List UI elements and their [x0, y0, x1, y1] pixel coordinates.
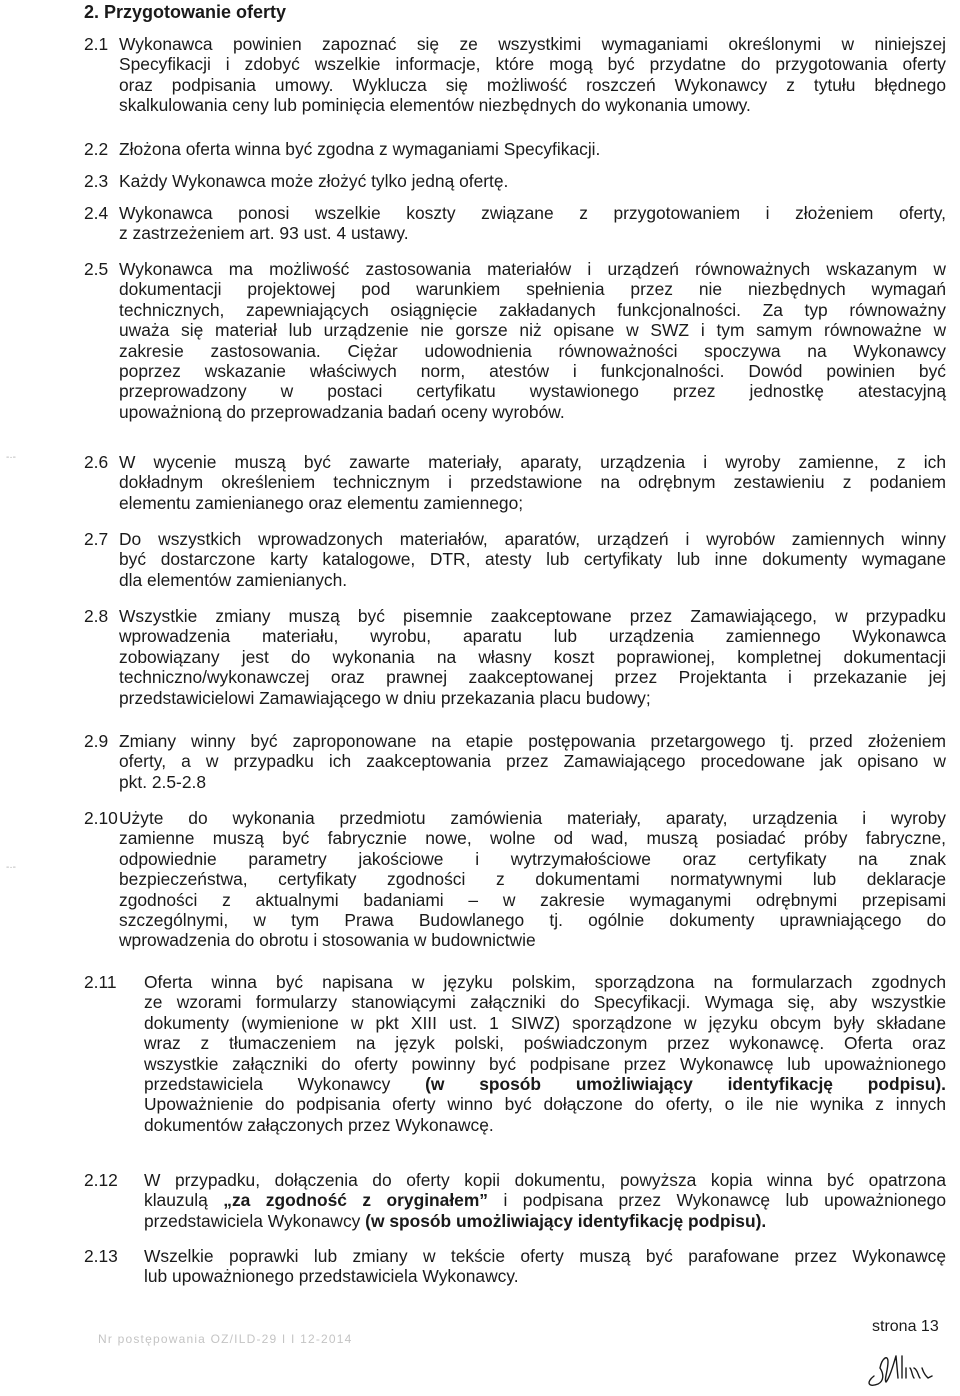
text-segment: przedstawiciela Wykonawcy — [144, 1210, 366, 1231]
text-line: zamienne muszą być fabrycznie nowe, wolne od wad, muszą posiadać próby fabryczne, — [119, 828, 946, 849]
text-line: upoważnioną do przeprowadzania badań oceny wyrobów. — [119, 401, 565, 422]
text-line: przeprowadzony w postaci certyfikatu wystawionego przez jednostkę atestacyjną — [119, 381, 946, 402]
text-line: Wszystkie zmiany muszą być pisemnie zaakceptowane przez Zamawiającego, w przypadku — [119, 606, 946, 626]
text-line: wszystkie załączniki do oferty powinny być podpisane przez Wykonawcę lub upoważnionego — [144, 1053, 946, 1074]
text-segment: i podpisana przez Wykonawcę lub upoważnionego — [488, 1190, 947, 1211]
item-text — [119, 731, 946, 792]
text-line: Wykonawca ma możliwość zastosowania materiałów i urządzeń równoważnych wskazanym w — [119, 259, 946, 279]
item-number: 2.13 — [84, 1246, 118, 1266]
text-line: W wycenie muszą być zawarte materiały, aparaty, urządzenia i wyroby zamienne, z ich — [119, 452, 946, 472]
text-line: Specyfikacji i zdobyć wszelkie informacje, które mogą być przydatne do przygotowania oferty — [119, 54, 946, 75]
text-line: Oferta winna być napisana w języku polskim, sporządzona na formularzach zgodnych — [144, 972, 946, 992]
text-line: poprzez wskazanie właściwych norm, atestów i funkcjonalności. Dowód powinien być — [119, 361, 946, 382]
text-line: dla elementów zamienianych. — [119, 569, 348, 590]
text-line: Użyte do wykonania przedmiotu zamówienia materiały, aparaty, urządzenia i wyroby — [119, 808, 946, 828]
text-line: oraz podpisania umowy. Wyklucza się możliwość roszczeń Wykonawcy z tytułu błędnego — [119, 74, 946, 95]
text-line: wprowadzenia materiału, wyrobu, aparatu lub urządzenia zamiennego Wykonawca — [119, 626, 946, 647]
item-number: 2.10 — [84, 808, 118, 828]
text-segment: przedstawiciela Wykonawcy — [144, 1074, 391, 1095]
item-text — [119, 34, 946, 116]
text-line: Wszelkie poprawki lub zmiany w tekście oferty muszą być parafowane przez Wykonawcę — [144, 1246, 946, 1266]
text-line: ze wzorami formularzy stanowiącymi załączniki do Specyfikacji. Wymaga się, aby wszystkie — [144, 992, 946, 1013]
page-number: strona 13 — [872, 1318, 939, 1335]
item-text — [144, 1170, 946, 1231]
bold-text: „za zgodność z oryginałem” — [223, 1190, 489, 1211]
text-line: dokumentacji projektowej pod warunkiem spełnienia przez nie niezbędnych wymagań — [119, 279, 946, 300]
text-line: lub upoważnionego przedstawiciela Wykonawcy. — [144, 1266, 519, 1287]
scan-mark: -·- — [6, 862, 16, 873]
text-line — [144, 1211, 946, 1231]
text-line: wprowadzenia do obrotu i stosowania w budownictwie — [119, 930, 536, 951]
text-line: dokładnym określeniem technicznym i przedstawione na odrębnym zestawieniu z podaniem — [119, 472, 946, 493]
text-line: oferty, a w przypadku ich zaakceptowania przez Zamawiającego procedowane jak opisano w — [119, 751, 946, 772]
text-line: odpowiednie parametry jakościowe i wytrzymałościowe oraz certyfikaty na znak — [119, 848, 946, 869]
section-title: 2. Przygotowanie oferty — [84, 2, 287, 22]
text-line: dokumentów załączonych przez Wykonawcę. — [144, 1114, 494, 1135]
text-line: być dostarczone karty katalogowe, DTR, atesty lub certyfikaty lub inne dokumenty wymagane — [119, 549, 946, 570]
item-text — [119, 139, 946, 159]
item-text — [119, 171, 946, 191]
text-line: skalkulowania ceny lub pominięcia elementów niezbędnych do wykonania umowy. — [119, 95, 751, 116]
text-line: dokumenty (wymienione w pkt XIII ust. 1 SIWZ) sporządzone w języku obcym były składane — [144, 1012, 946, 1033]
item-number: 2.4 — [84, 203, 109, 223]
text-line: bezpieczeństwa, certyfikaty zgodności z dokumentami normatywnymi lub deklaracje — [119, 869, 946, 890]
text-line: Wykonawca ponosi wszelkie koszty związane z przygotowaniem i złożeniem oferty, — [119, 203, 946, 223]
item-text — [119, 259, 946, 422]
item-text — [144, 972, 946, 1135]
item-number: 2.7 — [84, 529, 109, 549]
footer-reference: Nr postępowania OZ/ILD-29 I I 12-2014 — [98, 1332, 353, 1346]
text-line: uważa się materiał lub urządzenie nie gorsze niż opisane w SWZ i tym samym równoważne w — [119, 320, 946, 341]
item-number: 2.1 — [84, 34, 109, 54]
item-number: 2.6 — [84, 452, 109, 472]
signature-initials — [864, 1348, 944, 1388]
item-text — [119, 808, 946, 951]
text-line: z zastrzeżeniem art. 93 ust. 4 ustawy. — [119, 223, 409, 244]
item-number: 2.3 — [84, 171, 109, 191]
item-number: 2.5 — [84, 259, 109, 279]
text-line: pkt. 2.5-2.8 — [119, 771, 207, 792]
text-line: Zmiany winny być zaproponowane na etapie postępowania przetargowego tj. przed złożeniem — [119, 731, 946, 751]
item-text — [119, 203, 946, 244]
text-line: wraz z tłumaczeniem na język polski, poświadczonym przez wykonawcę. Oferta oraz — [144, 1033, 946, 1054]
bold-text: (w sposób umożliwiający identyfikację podpisu). — [365, 1210, 767, 1231]
text-line: szczególnymi, w tym Prawa Budowlanego tj. ogólnie dokumenty uprawniającego do — [119, 910, 946, 931]
text-line: techniczno/wykonawczej oraz prawnej zaakceptowanej przez Projektanta i przekazanie jej — [119, 667, 946, 688]
text-line — [144, 1074, 946, 1094]
item-text — [119, 452, 946, 513]
item-number: 2.12 — [84, 1170, 118, 1190]
text-line: przedstawicielowi Zamawiającego w dniu przekazania placu budowy; — [119, 687, 651, 708]
item-number: 2.11 — [84, 972, 117, 992]
text-line: Wykonawca powinien zapoznać się ze wszystkimi wymaganiami określonymi w niniejszej — [119, 34, 946, 54]
text-line: elementu zamienianego oraz elementu zamiennego; — [119, 492, 524, 513]
item-text — [119, 529, 946, 590]
item-number: 2.8 — [84, 606, 109, 626]
text-line: W przypadku, dołączenia do oferty kopii dokumentu, powyższa kopia winna być opatrzona — [144, 1170, 946, 1190]
text-line — [144, 1190, 946, 1210]
text-line: zakresie zastosowania. Ciężar udowodnienia równoważności spoczywa na Wykonawcy — [119, 340, 946, 361]
text-line: Do wszystkich wprowadzonych materiałów, aparatów, urządzeń i wyrobów zamiennych winny — [119, 529, 946, 549]
text-line: Upoważnienie do podpisania oferty winno być dołączone do oferty, o ile nie wynika z innych — [144, 1094, 946, 1115]
item-number: 2.2 — [84, 139, 109, 159]
item-text — [119, 606, 946, 708]
item-number: 2.9 — [84, 731, 109, 751]
text-line: Każdy Wykonawca może złożyć tylko jedną ofertę. — [119, 171, 509, 191]
bold-text: (w sposób umożliwiający identyfikację podpisu). — [425, 1074, 946, 1095]
text-line: technicznych, zapewniających osiągnięcie zakładanych funkcjonalności. Za typ równoważny — [119, 299, 946, 320]
text-line: zobowiązany jest do wykonania na własny koszt poprawionej, kompletnej dokumentacji — [119, 646, 946, 667]
scan-mark: -·- — [6, 452, 16, 463]
text-line: Złożona oferta winna być zgodna z wymaganiami Specyfikacji. — [119, 139, 601, 159]
text-line: zgodności z aktualnymi badaniami – w zakresie wymaganymi odrębnymi przepisami — [119, 889, 946, 910]
item-text — [144, 1246, 946, 1287]
text-segment: klauzulą — [144, 1190, 224, 1211]
